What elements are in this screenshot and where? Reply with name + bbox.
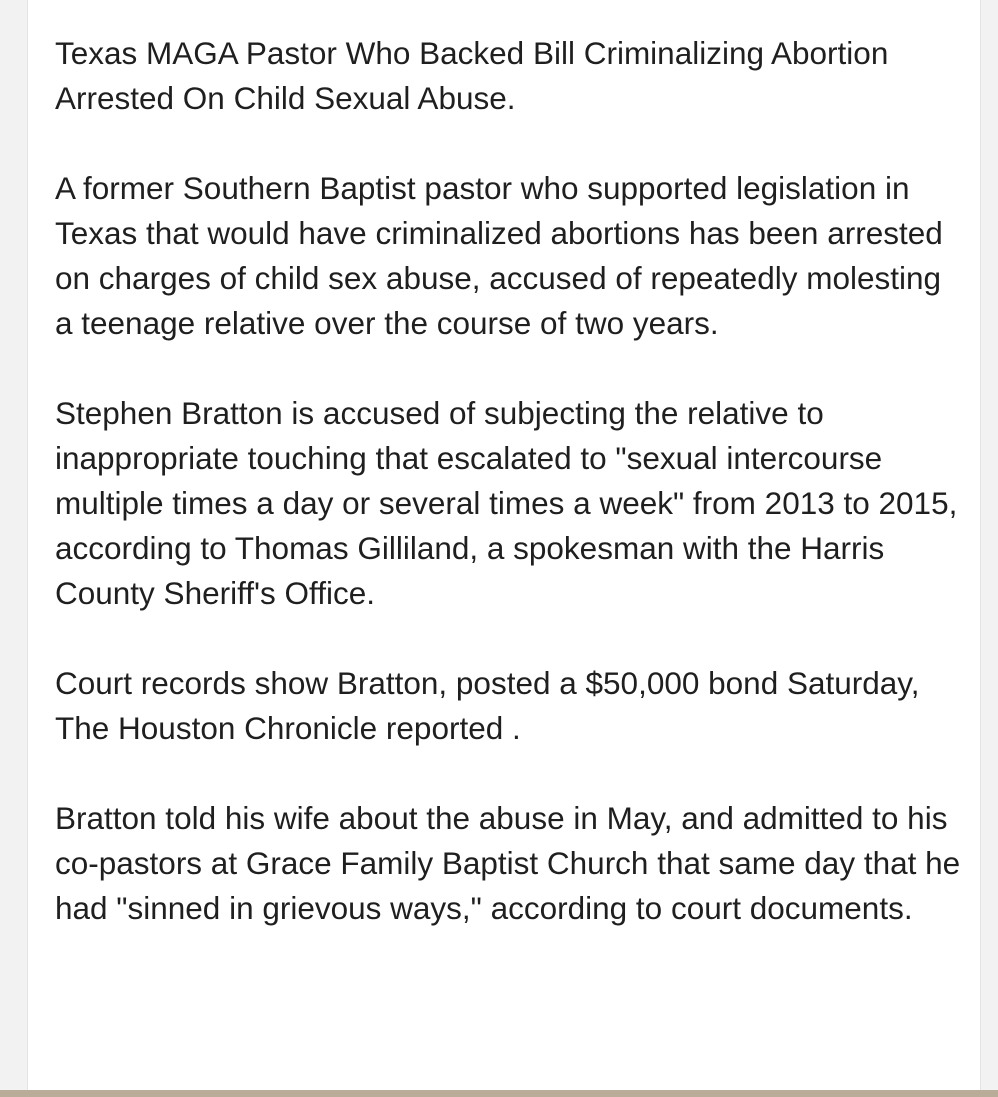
post-paragraph-1: A former Southern Baptist pastor who supported legislation in Texas that would have criminalized abortions has been arrested on charges of child sex abuse, accused of repeatedly molesting a teenage relative over the course of two years. xyxy=(55,170,943,341)
post-paragraph-2: Stephen Bratton is accused of subjecting the relative to inappropriate touching that escalated to "sexual intercourse multiple times a day or several times a week" from 2013 to 2015, according to Thomas Gilliland, a spokesman with the Harris County Sheriff's Office. xyxy=(55,395,958,611)
bottom-divider xyxy=(0,1090,998,1097)
post-headline: Texas MAGA Pastor Who Backed Bill Criminalizing Abortion Arrested On Child Sexual Abuse. xyxy=(55,35,889,116)
post-card xyxy=(27,0,981,1090)
post-body xyxy=(55,31,965,931)
post-paragraph-4: Bratton told his wife about the abuse in May, and admitted to his co-pastors at Grace Family Baptist Church that same day that he had "sinned in grievous ways," according to court documents. xyxy=(55,800,961,926)
post-paragraph-3: Court records show Bratton, posted a $50,000 bond Saturday, The Houston Chronicle reported . xyxy=(55,665,920,746)
